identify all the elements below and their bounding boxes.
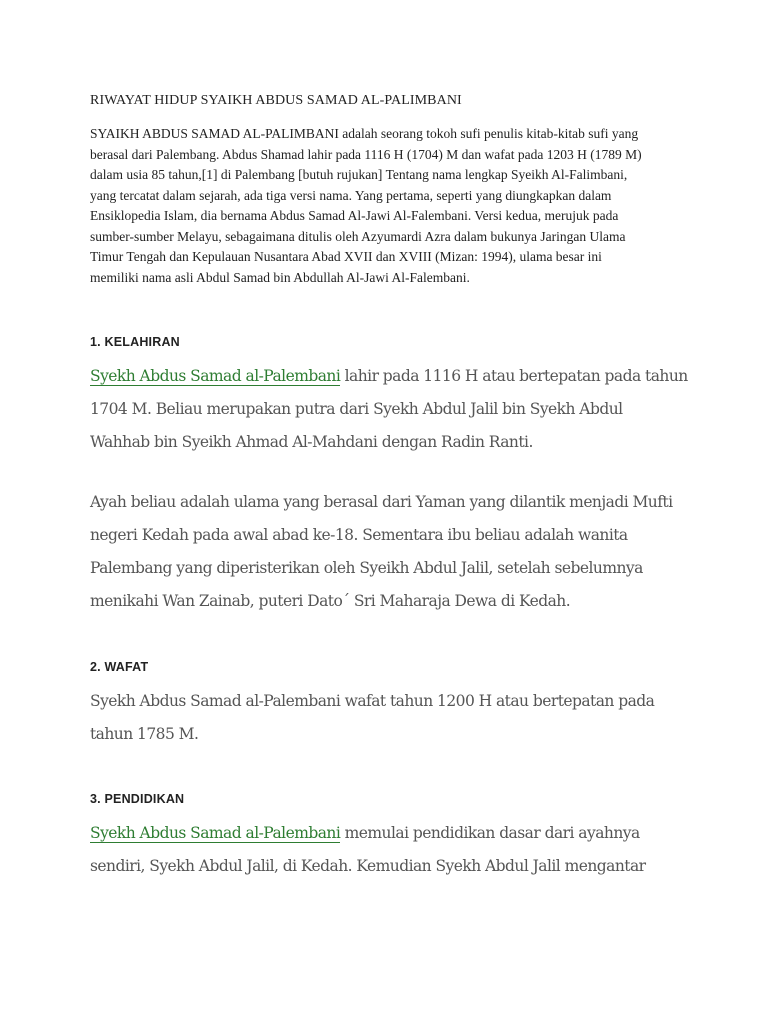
link-syekh-abdus-samad-2[interactable]: Syekh Abdus Samad al-Palembani bbox=[90, 824, 341, 842]
kelahiran-p1-line-1-text: lahir pada 1116 H atau bertepatan pada tahun bbox=[340, 367, 688, 385]
heading-kelahiran: 1. KELAHIRAN bbox=[90, 335, 180, 349]
kelahiran-p1-line-2: 1704 M. Beliau merupakan putra dari Syekh Abdul Jalil bin Syekh Abdul bbox=[90, 400, 623, 418]
kelahiran-p2-line-3: Palembang yang diperisterikan oleh Syeikh Abdul Jalil, setelah sebelumnya bbox=[90, 559, 643, 577]
wafat-paragraph bbox=[90, 685, 690, 751]
wafat-line-2: tahun 1785 M. bbox=[90, 725, 199, 743]
link-syekh-abdus-samad[interactable]: Syekh Abdus Samad al-Palembani bbox=[90, 367, 341, 385]
kelahiran-p2-line-2: negeri Kedah pada awal abad ke-18. Sementara ibu beliau adalah wanita bbox=[90, 526, 628, 544]
kelahiran-p1-line-1 bbox=[90, 360, 690, 393]
pendidikan-line-2: sendiri, Syekh Abdul Jalil, di Kedah. Kemudian Syekh Abdul Jalil mengantar bbox=[90, 857, 646, 875]
heading-wafat: 2. WAFAT bbox=[90, 660, 149, 674]
pendidikan-line-1 bbox=[90, 817, 690, 850]
kelahiran-paragraph-2 bbox=[90, 486, 690, 618]
document-title: RIWAYAT HIDUP SYAIKH ABDUS SAMAD AL-PALIMBANI bbox=[90, 93, 462, 108]
heading-pendidikan: 3. PENDIDIKAN bbox=[90, 792, 185, 806]
kelahiran-p1-line-3: Wahhab bin Syeikh Ahmad Al-Mahdani dengan Radin Ranti. bbox=[90, 433, 533, 451]
intro-paragraph: SYAIKH ABDUS SAMAD AL-PALIMBANI adalah seorang tokoh sufi penulis kitab-kitab sufi yang berasal dari Palembang. Abdus Shamad lahir pada 1116 H (1704) M dan wafat pada 1203 H (1789 M) dalam usia 85 tahun,[1] di Palembang [butuh rujukan] Tentang nama lengkap Syeikh Al-Falimbani, yang tercatat dalam sejarah, ada tiga versi nama. Yang pertama, seperti yang diungkapkan dalam Ensiklopedia Islam, dia bernama Abdus Samad Al-Jawi Al-Falembani. Versi kedua, merujuk pada sumber-sumber Melayu, sebagaimana ditulis oleh Azyumardi Azra dalam bukunya Jaringan Ulama Timur Tengah dan Kepulauan Nusantara Abad XVII dan XVIII (Mizan: 1994), ulama besar ini memiliki nama asli Abdul Samad bin Abdullah Al-Jawi Al-Falembani. bbox=[90, 126, 642, 285]
kelahiran-p2-line-1: Ayah beliau adalah ulama yang berasal dari Yaman yang dilantik menjadi Mufti bbox=[90, 493, 673, 511]
kelahiran-p2-line-4: menikahi Wan Zainab, puteri Dato´ Sri Maharaja Dewa di Kedah. bbox=[90, 592, 571, 610]
wafat-line-1: Syekh Abdus Samad al-Palembani wafat tahun 1200 H atau bertepatan pada bbox=[90, 692, 655, 710]
pendidikan-paragraph bbox=[90, 817, 690, 883]
kelahiran-paragraph-1 bbox=[90, 360, 690, 459]
pendidikan-line-1-text: memulai pendidikan dasar dari ayahnya bbox=[340, 824, 640, 842]
